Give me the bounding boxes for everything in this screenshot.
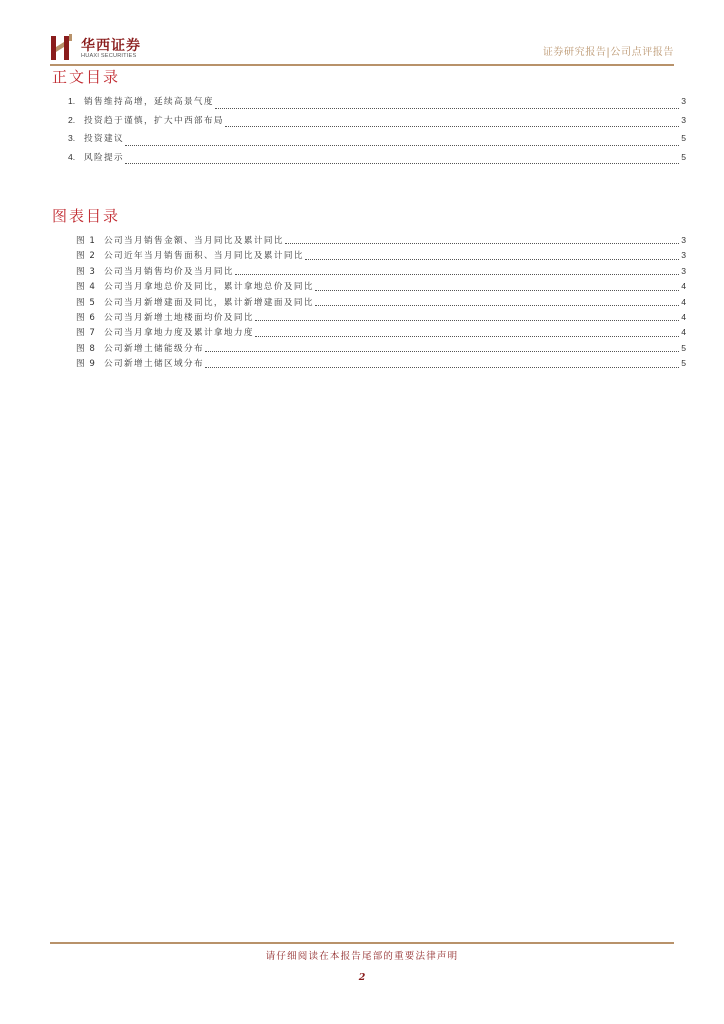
figure-entry[interactable] — [76, 311, 686, 326]
figure-entry-number: 图 4 — [76, 282, 96, 293]
figure-entry-page: 3 — [681, 250, 686, 261]
figure-entry[interactable] — [76, 265, 686, 280]
figure-entry[interactable] — [76, 280, 686, 295]
figure-entry-label: 公司新增土储区域分布 — [104, 359, 204, 370]
figure-entry-page: 4 — [681, 311, 686, 322]
figure-entry-number: 图 9 — [76, 359, 96, 370]
figure-entry-label: 公司当月新增建面及同比，累计新增建面及同比 — [104, 297, 314, 308]
figure-entry-label: 公司当月拿地力度及累计拿地力度 — [104, 328, 254, 339]
huaxi-logo — [50, 34, 170, 64]
figure-entry-page: 3 — [681, 265, 686, 276]
figure-entry-label: 公司当月拿地总价及同比，累计拿地总价及同比 — [104, 282, 314, 293]
figure-entry[interactable] — [76, 249, 686, 264]
figure-entry[interactable] — [76, 234, 686, 249]
figures-list — [76, 234, 686, 373]
dot-leader — [255, 319, 679, 321]
dot-leader — [205, 366, 679, 368]
logo-english-name: HUAXI SECURITIES — [81, 53, 137, 59]
legal-disclaimer-notice: 请仔细阅读在本报告尾部的重要法律声明 — [265, 951, 459, 962]
figure-entry-page: 3 — [681, 235, 686, 245]
dot-leader — [225, 125, 679, 127]
toc-entry-label: 销售维持高增，延续高景气度 — [84, 97, 214, 107]
figure-entry-number: 图 7 — [76, 328, 96, 339]
dot-leader — [305, 258, 679, 260]
figure-entry-page: 5 — [681, 342, 686, 353]
toc-entry-number: 4. — [68, 151, 76, 162]
toc-entry[interactable] — [68, 151, 686, 170]
footer-divider — [50, 942, 674, 944]
figure-entry-label: 公司近年当月销售面积、当月同比及累计同比 — [104, 251, 304, 262]
page-number: 2 — [358, 972, 366, 983]
figure-entry-page: 4 — [681, 327, 686, 338]
dot-leader — [235, 273, 679, 275]
toc-entry[interactable] — [68, 114, 686, 133]
figures-title: 图表目录 — [52, 207, 121, 225]
dot-leader — [315, 289, 679, 291]
figure-entry[interactable] — [76, 296, 686, 311]
figure-entry[interactable] — [76, 357, 686, 372]
dot-leader — [315, 304, 679, 306]
toc-entry-number: 3. — [68, 133, 76, 143]
toc-entry-number: 1. — [68, 96, 76, 106]
figure-entry-number: 图 2 — [76, 251, 96, 262]
dot-leader — [285, 242, 679, 244]
page-header — [50, 32, 674, 66]
figure-entry[interactable] — [76, 326, 686, 341]
figure-entry-label: 公司当月销售金额、当月同比及累计同比 — [104, 236, 284, 246]
dot-leader — [125, 144, 679, 146]
figure-entry-number: 图 8 — [76, 343, 96, 354]
figure-entry-label: 公司当月销售均价及当月同比 — [104, 266, 234, 277]
dot-leader — [125, 162, 679, 164]
contents-list — [68, 95, 686, 169]
figure-entry[interactable] — [76, 342, 686, 357]
contents-title: 正文目录 — [52, 68, 121, 86]
toc-entry[interactable] — [68, 95, 686, 114]
logo-chinese-name: 华西证券 — [81, 38, 141, 54]
toc-entry-page: 5 — [681, 133, 686, 143]
figure-entry-number: 图 5 — [76, 297, 96, 308]
toc-entry-number: 2. — [68, 114, 76, 125]
dot-leader — [255, 335, 679, 337]
figure-entry-page: 4 — [681, 281, 686, 292]
figure-entry-label: 公司当月新增土地楼面均价及同比 — [104, 312, 254, 323]
huaxi-logo-icon — [50, 34, 74, 62]
figure-entry-number: 图 3 — [76, 266, 96, 277]
toc-entry-label: 投资趋于谨慎，扩大中西部布局 — [84, 115, 224, 126]
toc-entry-page: 3 — [681, 114, 686, 125]
report-type-label: 证券研究报告|公司点评报告 — [542, 47, 674, 58]
dot-leader — [215, 107, 679, 109]
toc-entry-label: 风险提示 — [84, 152, 124, 163]
toc-entry-page: 3 — [681, 96, 686, 106]
figure-entry-page: 5 — [681, 358, 686, 369]
figure-entry-number: 图 1 — [76, 236, 96, 246]
dot-leader — [205, 350, 679, 352]
figure-entry-number: 图 6 — [76, 312, 96, 323]
toc-entry-label: 投资建议 — [84, 134, 124, 144]
figure-entry-label: 公司新增土储能级分布 — [104, 343, 204, 354]
header-divider — [50, 64, 674, 66]
figure-entry-page: 4 — [681, 296, 686, 307]
toc-entry-page: 5 — [681, 151, 686, 162]
toc-entry[interactable] — [68, 132, 686, 151]
